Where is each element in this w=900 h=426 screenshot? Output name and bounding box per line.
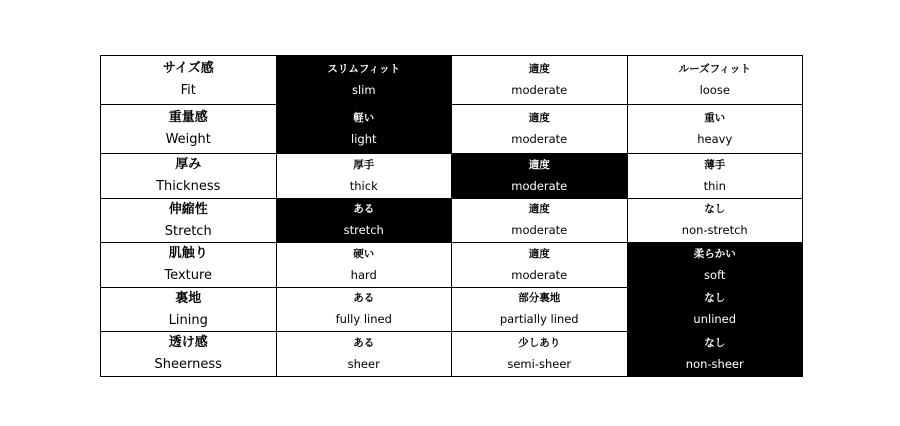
value-label-jp: スリムフィット <box>327 62 401 75</box>
attribute-label-jp: 重量感 <box>168 110 208 125</box>
attribute-cell-stretch <box>101 199 277 243</box>
value-cell-thickness-3 <box>627 154 803 199</box>
value-label-en: light <box>351 131 377 146</box>
value-cell-weight-3 <box>627 105 803 154</box>
attribute-label-en: Thickness <box>156 179 221 194</box>
value-label-en: sheer <box>347 356 380 371</box>
value-label-en: non-sheer <box>685 356 744 371</box>
value-cell-stretch-1 <box>276 199 452 243</box>
value-label-en: moderate <box>511 82 568 97</box>
attribute-cell-lining <box>101 288 277 332</box>
value-cell-texture-3 <box>627 243 803 288</box>
value-label-en: thick <box>349 178 378 193</box>
value-label-jp: なし <box>704 336 726 349</box>
attribute-label-en: Sheerness <box>154 357 222 372</box>
value-label-jp: 適度 <box>528 203 550 215</box>
value-label-en: heavy <box>697 131 733 146</box>
value-cell-texture-2 <box>452 243 628 288</box>
value-cell-fit-2 <box>452 56 628 105</box>
value-cell-lining-1 <box>276 288 452 332</box>
attribute-label-jp: 伸縮性 <box>168 201 208 217</box>
value-label-jp: 適度 <box>528 247 550 260</box>
value-label-jp: 適度 <box>528 111 550 124</box>
attribute-cell-texture <box>101 243 277 288</box>
value-label-jp: 適度 <box>528 158 550 171</box>
attribute-label-en: Stretch <box>164 223 212 239</box>
value-cell-lining-2 <box>452 288 628 332</box>
value-label-en: slim <box>351 82 376 97</box>
value-cell-weight-2 <box>452 105 628 154</box>
value-label-en: semi-sheer <box>507 356 572 371</box>
value-cell-lining-3 <box>627 288 803 332</box>
value-label-jp: ある <box>353 292 375 304</box>
attribute-label-jp: 肌触り <box>168 246 208 261</box>
value-label-jp: 軽い <box>353 111 375 124</box>
table-row-texture <box>101 243 803 288</box>
value-cell-thickness-1 <box>276 154 452 199</box>
value-label-en: unlined <box>693 312 737 326</box>
value-cell-stretch-3 <box>627 199 803 243</box>
table-row-fit <box>101 56 803 105</box>
attribute-label-jp: 透け感 <box>168 335 208 350</box>
value-cell-stretch-2 <box>452 199 628 243</box>
value-label-jp: 厚手 <box>353 158 375 171</box>
value-label-en: thin <box>703 178 726 193</box>
value-label-jp: 薄手 <box>704 158 726 171</box>
attribute-cell-sheerness <box>101 332 277 377</box>
attribute-label-en: Weight <box>165 132 211 147</box>
table-row-lining <box>101 288 803 332</box>
table-row-stretch <box>101 199 803 243</box>
value-label-en: moderate <box>511 267 568 282</box>
value-label-en: non-stretch <box>681 223 748 237</box>
value-cell-thickness-2 <box>452 154 628 199</box>
table-row-weight <box>101 105 803 154</box>
value-label-en: moderate <box>511 178 568 193</box>
value-label-en: hard <box>350 267 377 282</box>
value-label-jp: 少しあり <box>518 336 561 349</box>
value-label-jp: ある <box>353 336 375 349</box>
value-label-en: moderate <box>511 223 568 237</box>
product-spec-table <box>100 55 803 377</box>
value-label-en: fully lined <box>335 312 392 326</box>
attribute-label-en: Lining <box>168 312 208 328</box>
attribute-label-jp: 厚み <box>175 157 202 172</box>
value-label-jp: ある <box>353 203 375 215</box>
attribute-cell-thickness <box>101 154 277 199</box>
attribute-label-en: Fit <box>180 83 196 98</box>
value-label-jp: 柔らかい <box>693 247 736 260</box>
table-row-thickness <box>101 154 803 199</box>
value-cell-fit-3 <box>627 56 803 105</box>
attribute-label-en: Texture <box>164 268 213 283</box>
value-label-jp: 硬い <box>353 247 375 260</box>
value-cell-fit-1 <box>276 56 452 105</box>
value-cell-texture-1 <box>276 243 452 288</box>
attribute-label-jp: 裏地 <box>175 290 202 306</box>
value-label-en: stretch <box>343 223 384 237</box>
attribute-label-jp: サイズ感 <box>162 61 214 76</box>
attribute-cell-fit <box>101 56 277 105</box>
value-cell-sheerness-2 <box>452 332 628 377</box>
value-cell-sheerness-1 <box>276 332 452 377</box>
value-label-en: loose <box>699 82 730 97</box>
value-label-jp: なし <box>704 292 726 304</box>
attribute-cell-weight <box>101 105 277 154</box>
value-label-en: partially lined <box>499 312 579 326</box>
value-label-en: moderate <box>511 131 568 146</box>
value-cell-sheerness-3 <box>627 332 803 377</box>
value-cell-weight-1 <box>276 105 452 154</box>
value-label-jp: 適度 <box>528 62 550 75</box>
value-label-jp: なし <box>704 203 726 215</box>
value-label-jp: 部分裏地 <box>518 292 561 304</box>
table-row-sheerness <box>101 332 803 377</box>
value-label-jp: 重い <box>704 111 726 124</box>
value-label-en: soft <box>704 267 726 282</box>
value-label-jp: ルーズフィット <box>678 62 751 75</box>
